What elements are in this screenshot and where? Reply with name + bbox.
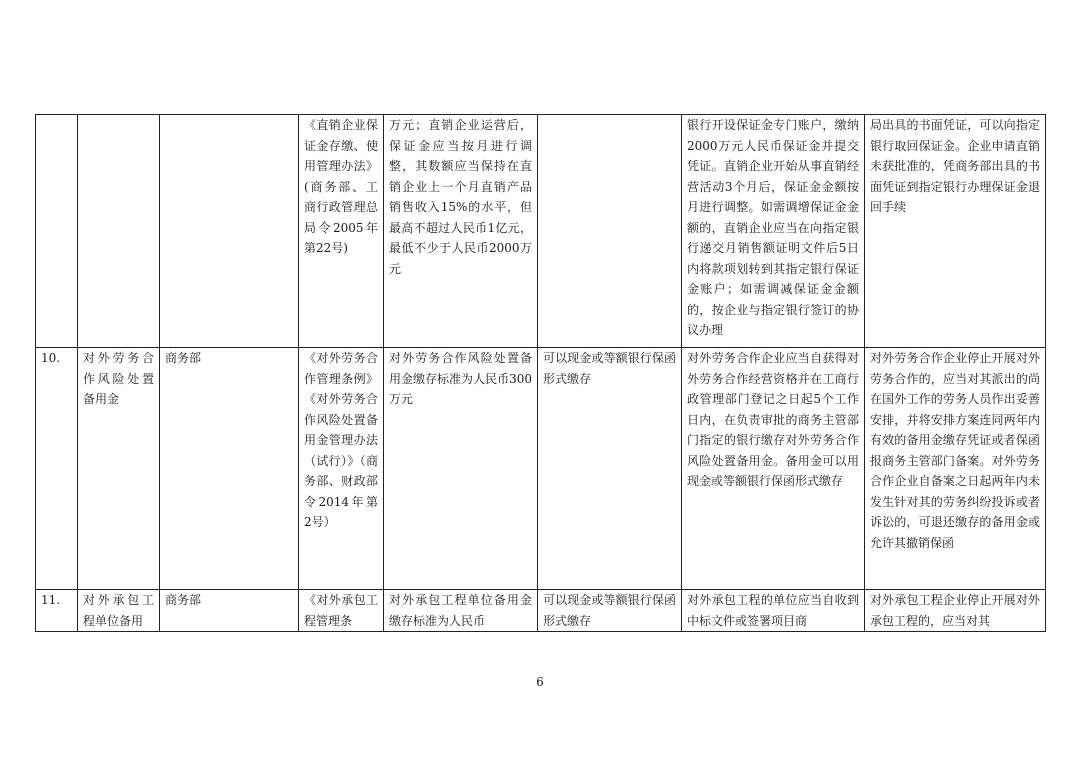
department: 商务部 [160,348,299,590]
deposit-method: 可以现金或等额银行保函形式缴存 [538,348,682,590]
deposit-standard: 对外劳务合作风险处置备用金缴存标准为人民币300万元 [384,348,538,590]
department [160,115,299,348]
deposit-standard: 对外承包工程单位备用金缴存标准为人民币 [384,590,538,632]
item-name: 对外承包工程单位备用 [78,590,160,632]
legal-basis: 《对外劳务合作管理条例》《对外劳务合作风险处置备用金管理办法（试行）》（商务部、财政部令2014年第2号） [299,348,384,590]
deposit-standard: 万元；直销企业运营后，保证金应当按月进行调整，其数额应当保持在直销企业上一个月直销产品销售收入15%的水平，但最高不超过人民币1亿元，最低不少于人民币2000万元 [384,115,538,348]
item-name: 对外劳务合作风险处置备用金 [78,348,160,590]
table-row [36,590,1046,632]
deposit-table [35,114,1046,632]
row-number [36,115,78,348]
row-number: 11. [36,590,78,632]
item-name [78,115,160,348]
refund-procedure: 对外劳务合作企业停止开展对外劳务合作的，应当对其派出的尚在国外工作的劳务人员作出妥善安排，并将安排方案连同两年内有效的备用金缴存凭证或者保函报商务主管部门备案。对外劳务合作企业自备案之日起两年内未发生针对其的劳务纠纷投诉或者诉讼的，可退还缴存的备用金或允许其撤销保函 [865,348,1046,590]
legal-basis: 《直销企业保证金存缴、使用管理办法》(商务部、工商行政管理总局令2005年第22号) [299,115,384,348]
deposit-procedure: 对外劳务合作企业应当自获得对外劳务合作经营资格并在工商行政管理部门登记之日起5个工作日内，在负责审批的商务主管部门指定的银行缴存对外劳务合作风险处置备用金。备用金可以用现金或等额银行保函形式缴存 [682,348,865,590]
department: 商务部 [160,590,299,632]
refund-procedure: 局出具的书面凭证，可以向指定银行取回保证金。企业申请直销未获批准的，凭商务部出具的书面凭证到指定银行办理保证金退回手续 [865,115,1046,348]
deposit-method: 可以现金或等额银行保函形式缴存 [538,590,682,632]
deposit-method [538,115,682,348]
row-number: 10. [36,348,78,590]
legal-basis: 《对外承包工程管理条 [299,590,384,632]
refund-procedure: 对外承包工程企业停止开展对外承包工程的，应当对其 [865,590,1046,632]
table-row [36,115,1046,348]
page-number: 6 [536,675,544,689]
deposit-procedure: 银行开设保证金专门账户，缴纳2000万元人民币保证金并提交凭证。直销企业开始从事直销经营活动3个月后，保证金金额按月进行调整。如需调增保证金金额的，直销企业应当在向指定银行递交月销售额证明文件后5日内将款项划转到其指定银行保证金账户；如需调减保证金金额的，按企业与指定银行签订的协议办理 [682,115,865,348]
table-row [36,348,1046,590]
deposit-procedure: 对外承包工程的单位应当自收到中标文件或签署项目商 [682,590,865,632]
